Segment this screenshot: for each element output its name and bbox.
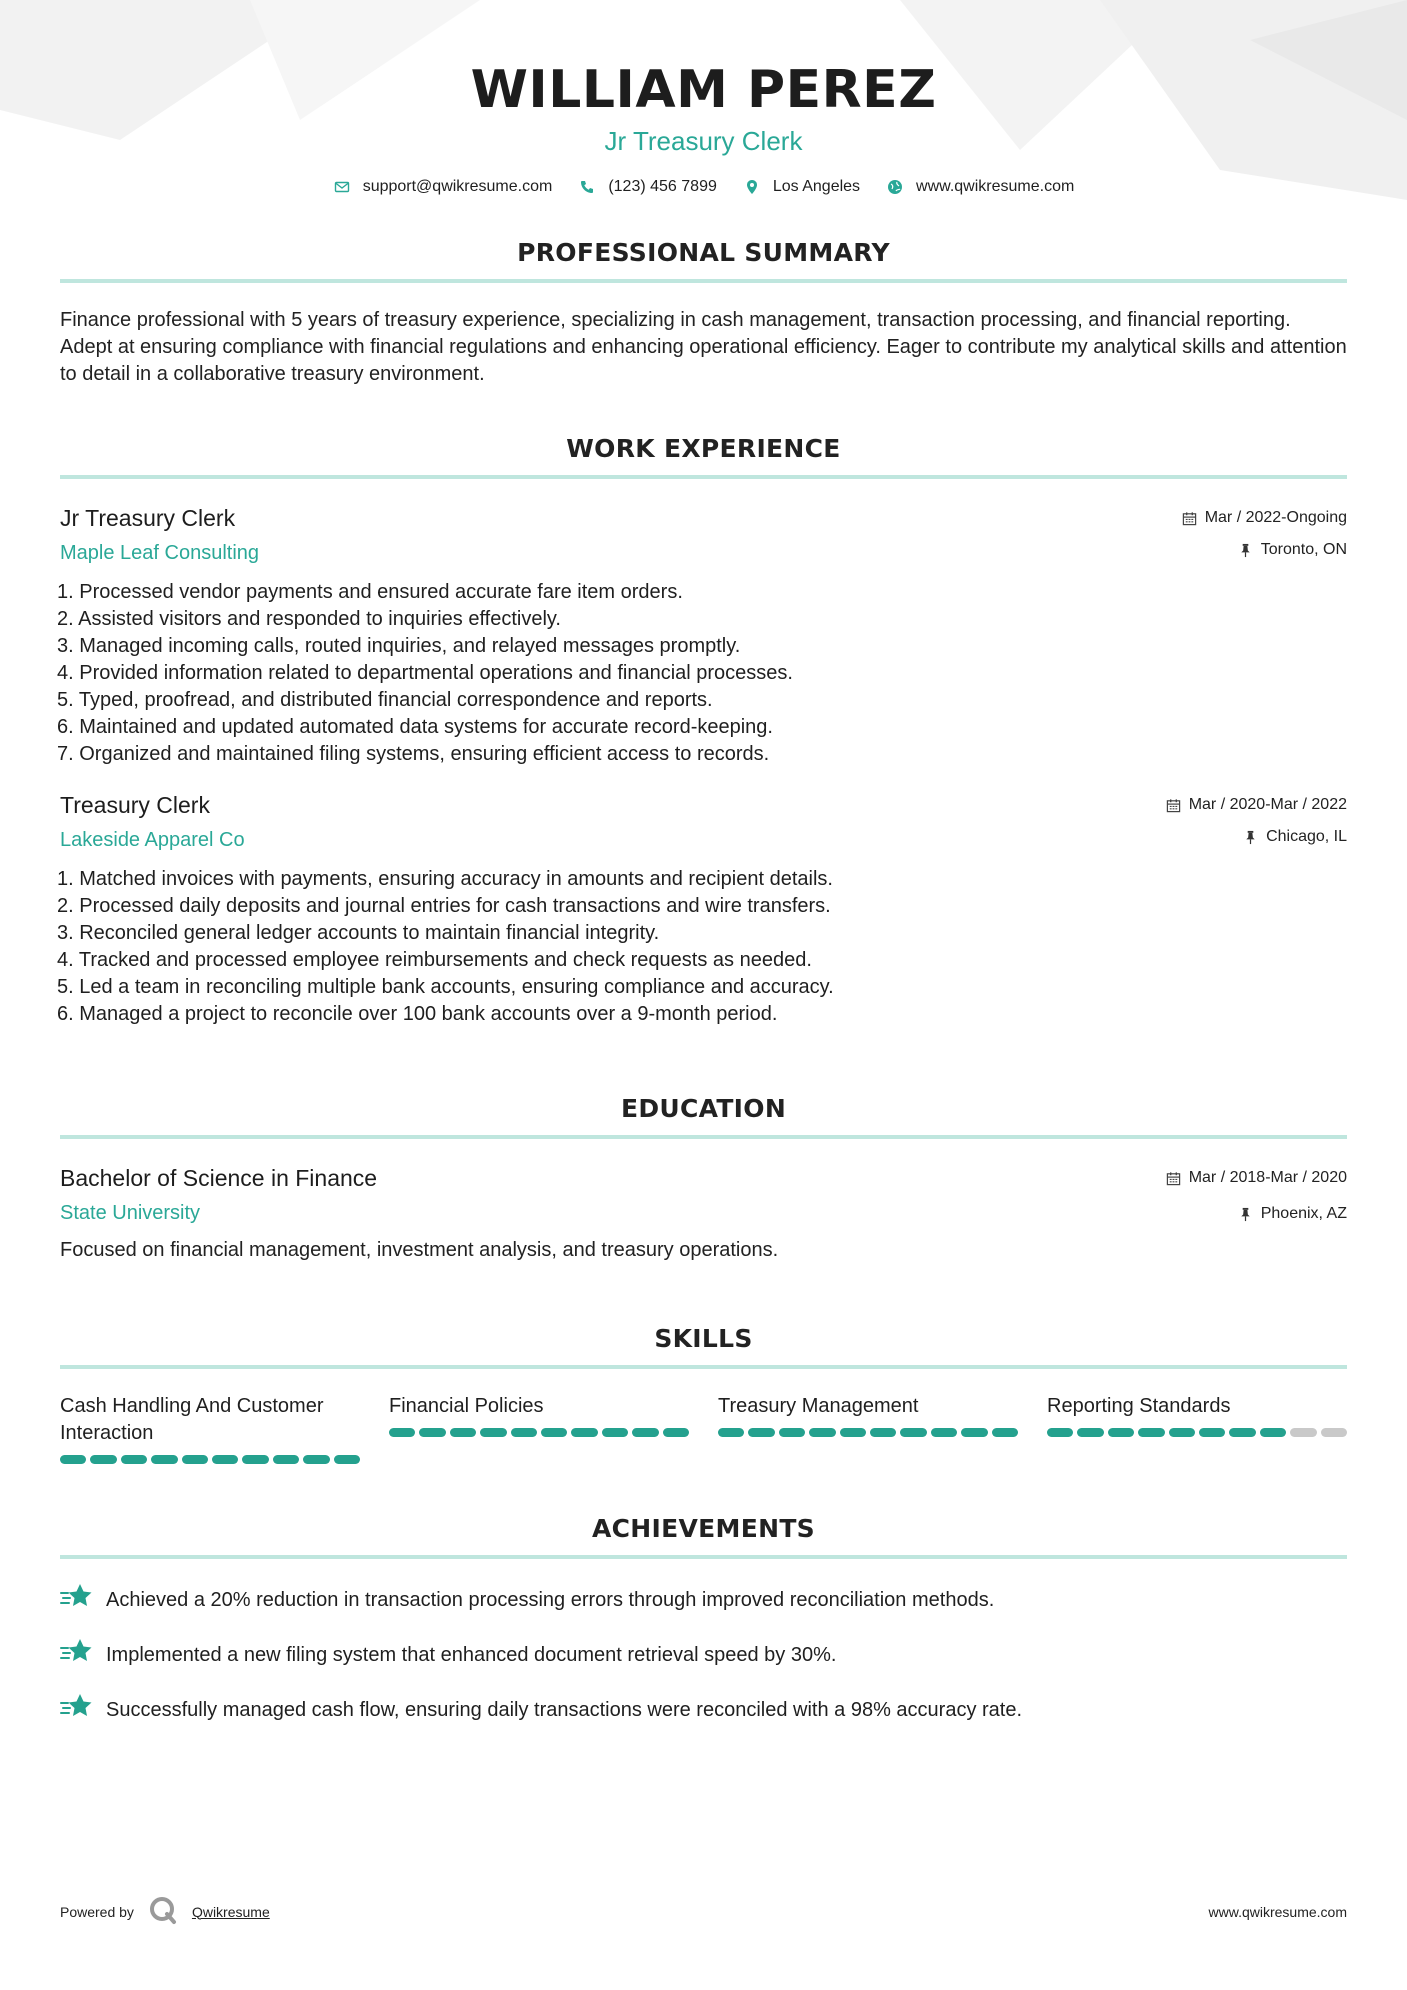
powered-by: [60, 1895, 270, 1928]
section-divider: [60, 1555, 1347, 1559]
skill-segment-filled: [1169, 1428, 1195, 1437]
skill-segment-filled: [1199, 1428, 1225, 1437]
job-entry: [57, 505, 1347, 768]
job-dates: [1182, 509, 1347, 527]
skill-segment-filled: [450, 1428, 476, 1437]
skill-segment-filled: [840, 1428, 866, 1437]
list-item: 3. Reconciled general ledger accounts to maintain financial integrity.: [57, 922, 660, 944]
list-item: 5. Typed, proofread, and distributed financial correspondence and reports.: [57, 689, 713, 711]
calendar-icon: [1166, 798, 1181, 813]
job-dates-text: Mar / 2020-Mar / 2022: [1188, 796, 1347, 813]
section-divider: [60, 1135, 1347, 1139]
achievements-list: [60, 1581, 1347, 1729]
education-location-text: Phoenix, AZ: [1260, 1205, 1347, 1222]
section-divider: [60, 279, 1347, 283]
education-description: Focused on financial management, investment analysis, and treasury operations.: [60, 1239, 779, 1261]
star-icon: [60, 1581, 94, 1619]
candidate-role: Jr Treasury Clerk: [604, 126, 803, 156]
skill-name: Financial Policies: [389, 1395, 544, 1417]
contact-phone-text: (123) 456 7899: [608, 178, 717, 195]
list-item: 3. Managed incoming calls, routed inquiries, and relayed messages promptly.: [57, 635, 741, 657]
achievement-text: Successfully managed cash flow, ensuring daily transactions were reconciled with a 98% accuracy rate.: [106, 1698, 1023, 1721]
experience-heading: WORK EXPERIENCE: [566, 434, 841, 463]
section-divider: [60, 475, 1347, 479]
list-item: 6. Managed a project to reconcile over 100 bank accounts over a 9-month period.: [57, 1003, 778, 1025]
skill-item: [1047, 1393, 1347, 1464]
skill-segment-filled: [121, 1455, 147, 1464]
calendar-icon: [1182, 511, 1197, 526]
education-entry: [60, 1165, 1347, 1264]
achievement-item: [60, 1691, 1347, 1729]
contact-email[interactable]: [333, 178, 553, 196]
job-company: Maple Leaf Consulting: [60, 542, 260, 564]
job-company: Lakeside Apparel Co: [60, 829, 245, 851]
skill-segment-filled: [870, 1428, 896, 1437]
skill-segment-filled: [1047, 1428, 1073, 1437]
job-title: Jr Treasury Clerk: [60, 505, 236, 531]
skill-segment-empty: [1290, 1428, 1316, 1437]
job-location: [1166, 828, 1347, 846]
skill-name: Cash Handling And Customer Interaction: [60, 1395, 324, 1444]
skill-segment-filled: [334, 1455, 360, 1464]
skills-grid: [60, 1393, 1347, 1464]
skill-segment-filled: [541, 1428, 567, 1437]
education-heading: EDUCATION: [620, 1094, 787, 1123]
skill-segment-filled: [182, 1455, 208, 1464]
experience-section: [57, 434, 1347, 1028]
star-icon: [60, 1691, 94, 1729]
list-item: 7. Organized and maintained filing systems, ensuring efficient access to records.: [57, 743, 770, 765]
skill-segment-filled: [480, 1428, 506, 1437]
skill-segment-filled: [779, 1428, 805, 1437]
skill-segment-empty: [1321, 1428, 1347, 1437]
calendar-icon: [1166, 1171, 1181, 1186]
education-section: [60, 1094, 1347, 1264]
skill-segment-filled: [419, 1428, 445, 1437]
school: State University: [60, 1202, 201, 1224]
skill-name: Reporting Standards: [1047, 1395, 1231, 1417]
education-meta: [1166, 1165, 1347, 1223]
list-item: 5. Led a team in reconciling multiple bank accounts, ensuring compliance and accuracy.: [57, 976, 834, 998]
skill-segment-filled: [242, 1455, 268, 1464]
skill-item: [389, 1393, 689, 1464]
brand-link[interactable]: Qwikresume: [191, 1903, 270, 1920]
skill-item: [60, 1393, 360, 1464]
education-dates-text: Mar / 2018-Mar / 2020: [1188, 1169, 1347, 1186]
summary-heading: PROFESSIONAL SUMMARY: [517, 238, 890, 267]
skill-segment-filled: [809, 1428, 835, 1437]
achievement-text: Achieved a 20% reduction in transaction processing errors through improved reconciliation methods.: [106, 1588, 995, 1611]
footer: [60, 1895, 1347, 1928]
contact-location: [743, 178, 860, 196]
skill-segment-filled: [748, 1428, 774, 1437]
skills-section: [60, 1324, 1347, 1464]
resume-header: [60, 0, 1347, 196]
skill-segment-filled: [1077, 1428, 1103, 1437]
achievement-item: [60, 1636, 1347, 1674]
achievement-text: Implemented a new filing system that enhanced document retrieval speed by 30%.: [106, 1643, 837, 1666]
job-meta: [1166, 792, 1347, 846]
skill-segment-filled: [1229, 1428, 1255, 1437]
skill-segment-filled: [632, 1428, 658, 1437]
summary-section: [60, 238, 1347, 388]
map-pin-icon: [743, 178, 761, 196]
skill-level-bar: [389, 1428, 689, 1437]
degree: Bachelor of Science in Finance: [60, 1165, 378, 1191]
job-dates-text: Mar / 2022-Ongoing: [1204, 509, 1347, 526]
skills-heading: SKILLS: [654, 1324, 753, 1353]
pin-icon: [1238, 1207, 1253, 1222]
footer-website[interactable]: www.qwikresume.com: [1208, 1903, 1347, 1920]
skill-item: [718, 1393, 1018, 1464]
skill-segment-filled: [1138, 1428, 1164, 1437]
skill-segment-filled: [90, 1455, 116, 1464]
list-item: 2. Assisted visitors and responded to inquiries effectively.: [57, 608, 561, 630]
globe-icon: [886, 178, 904, 196]
skill-segment-filled: [1260, 1428, 1286, 1437]
skill-segment-filled: [60, 1455, 86, 1464]
list-item: 1. Processed vendor payments and ensured accurate fare item orders.: [57, 581, 683, 603]
skill-segment-filled: [602, 1428, 628, 1437]
contact-location-text: Los Angeles: [772, 178, 861, 195]
skill-level-bar: [60, 1455, 360, 1464]
skill-level-bar: [718, 1428, 1018, 1437]
skill-segment-filled: [389, 1428, 415, 1437]
list-item: 4. Provided information related to departmental operations and financial processes.: [57, 662, 793, 684]
skill-segment-filled: [151, 1455, 177, 1464]
achievement-item: [60, 1581, 1347, 1619]
star-icon: [60, 1636, 94, 1674]
list-item: 1. Matched invoices with payments, ensuring accuracy in amounts and recipient details.: [57, 868, 833, 890]
job-meta: [1182, 505, 1347, 559]
skill-segment-filled: [571, 1428, 597, 1437]
list-item: 6. Maintained and updated automated data systems for accurate record-keeping.: [57, 716, 773, 738]
contact-website[interactable]: [886, 178, 1074, 196]
education-location: [1166, 1205, 1347, 1223]
skill-segment-filled: [718, 1428, 744, 1437]
job-title: Treasury Clerk: [60, 792, 210, 818]
powered-by-label: Powered by: [60, 1903, 134, 1920]
section-divider: [60, 1365, 1347, 1369]
skill-segment-filled: [1108, 1428, 1134, 1437]
contact-phone[interactable]: [578, 178, 717, 196]
skill-level-bar: [1047, 1428, 1347, 1437]
education-dates: [1166, 1169, 1347, 1187]
envelope-icon: [333, 178, 351, 196]
skill-name: Treasury Management: [718, 1395, 919, 1417]
qwikresume-logo-icon: [148, 1895, 178, 1928]
job-bullets: [57, 866, 1347, 1028]
pin-icon: [1243, 830, 1258, 845]
skill-segment-filled: [303, 1455, 329, 1464]
skill-segment-filled: [212, 1455, 238, 1464]
skill-segment-filled: [900, 1428, 926, 1437]
skill-segment-filled: [663, 1428, 689, 1437]
skill-segment-filled: [511, 1428, 537, 1437]
list-item: 4. Tracked and processed employee reimbursements and check requests as needed.: [57, 949, 812, 971]
pin-icon: [1238, 543, 1253, 558]
job-bullets: [57, 579, 1347, 768]
job-entry: [57, 792, 1347, 1028]
job-location: [1182, 541, 1347, 559]
summary-text: Finance professional with 5 years of treasury experience, specializing in cash management, transaction processing, and financial reporting. Adept at ensuring compliance with financial regulations and enhancing operational efficiency. Eager to contribute my analytical skills and attention to detail in a collaborative treasury environment.: [60, 309, 1347, 385]
skill-segment-filled: [931, 1428, 957, 1437]
contact-bar: [60, 178, 1347, 196]
candidate-name: WILLIAM PEREZ: [470, 60, 937, 120]
contact-website-text: www.qwikresume.com: [916, 178, 1075, 195]
skill-segment-filled: [992, 1428, 1018, 1437]
phone-icon: [578, 178, 596, 196]
contact-email-text: support@qwikresume.com: [362, 178, 553, 195]
job-dates: [1166, 796, 1347, 814]
job-location-text: Chicago, IL: [1266, 828, 1347, 845]
skill-segment-filled: [961, 1428, 987, 1437]
skill-segment-filled: [273, 1455, 299, 1464]
achievements-section: [60, 1514, 1347, 1729]
job-location-text: Toronto, ON: [1260, 541, 1347, 558]
list-item: 2. Processed daily deposits and journal entries for cash transactions and wire transfers.: [57, 895, 831, 917]
achievements-heading: ACHIEVEMENTS: [592, 1514, 815, 1543]
